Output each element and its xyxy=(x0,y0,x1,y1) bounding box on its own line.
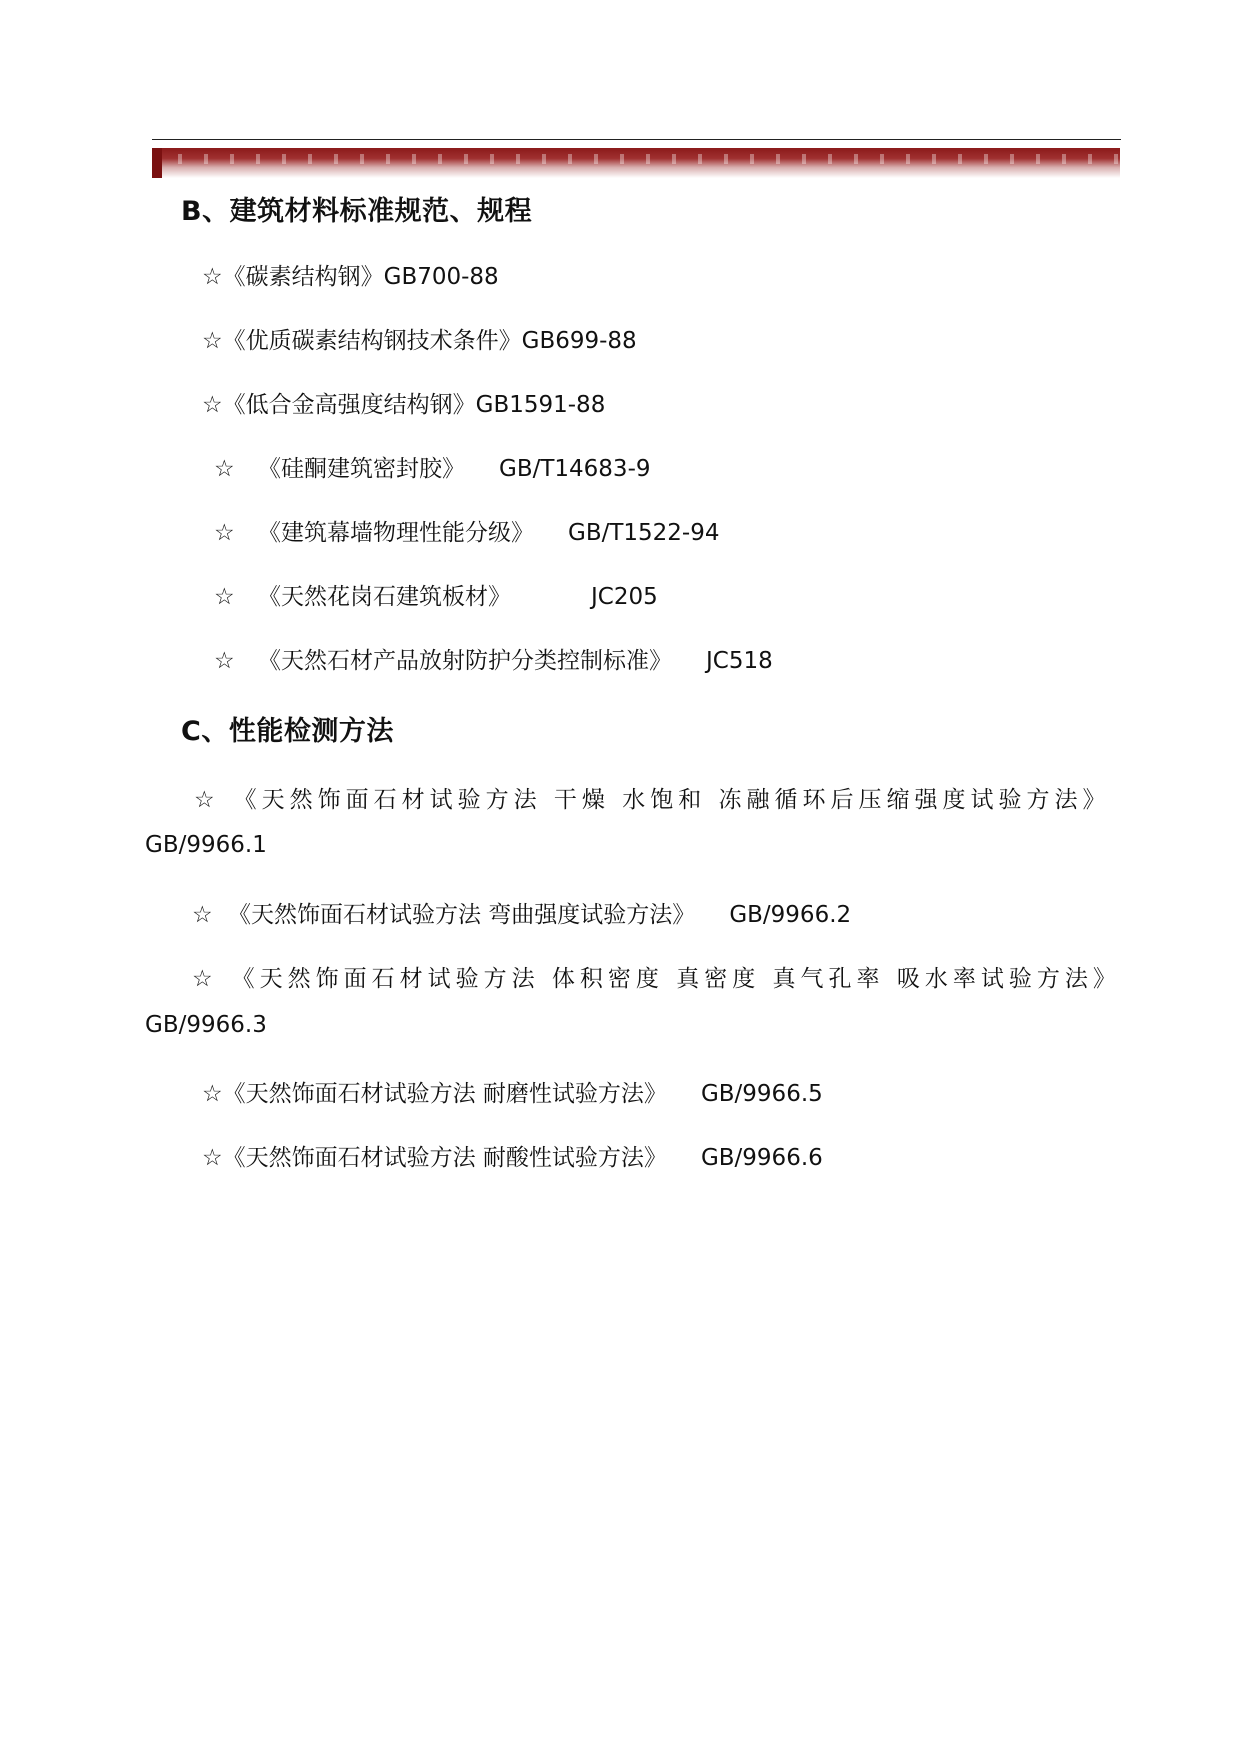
star-icon: ☆ xyxy=(194,787,220,813)
list-item xyxy=(194,781,1111,814)
star-icon: ☆ xyxy=(202,328,223,354)
standard-code: GB/9966.5 xyxy=(700,1081,823,1107)
list-item xyxy=(202,322,637,355)
star-icon: ☆ xyxy=(202,264,223,290)
list-item xyxy=(202,1139,823,1172)
list-item xyxy=(202,386,605,419)
star-icon: ☆ xyxy=(214,648,235,674)
header-rule xyxy=(152,139,1121,140)
list-item xyxy=(192,896,851,929)
star-icon: ☆ xyxy=(202,1145,223,1171)
standard-code: GB/9966.3 xyxy=(145,1012,267,1038)
standard-title: 《天然饰面石材试验方法 耐酸性试验方法》 xyxy=(222,1145,667,1171)
standard-code: GB/T14683-9 xyxy=(499,456,651,482)
list-item xyxy=(202,1075,823,1108)
standard-code: GB1591-88 xyxy=(475,392,606,418)
star-icon: ☆ xyxy=(202,1081,223,1107)
header-decorative-band xyxy=(152,148,1120,178)
standard-code: GB699-88 xyxy=(521,328,637,354)
standard-title: 《硅酮建筑密封胶》 xyxy=(258,456,465,482)
standard-title: 《碳素结构钢》 xyxy=(222,264,384,290)
standard-title: 《优质碳素结构钢技术条件》 xyxy=(222,328,522,354)
star-icon: ☆ xyxy=(214,456,235,482)
standard-code: JC518 xyxy=(706,648,773,674)
list-item xyxy=(202,258,499,291)
list-item xyxy=(214,514,720,547)
standard-title: 《天然花岗石建筑板材》 xyxy=(258,584,511,610)
standard-code: GB/9966.1 xyxy=(145,832,267,858)
list-item xyxy=(192,960,1121,993)
list-item xyxy=(214,450,651,483)
star-icon: ☆ xyxy=(214,584,235,610)
standard-code: GB/9966.6 xyxy=(700,1145,823,1171)
standard-code: GB/T1522-94 xyxy=(568,520,720,546)
list-item xyxy=(214,642,773,675)
standard-title: 《低合金高强度结构钢》 xyxy=(222,392,476,418)
star-icon: ☆ xyxy=(202,392,223,418)
section-c-heading: C、性能检测方法 xyxy=(181,716,394,747)
list-item xyxy=(214,578,658,611)
section-b-heading: B、建筑材料标准规范、规程 xyxy=(181,196,533,227)
standard-title: 《建筑幕墙物理性能分级》 xyxy=(258,520,534,546)
standard-title: 《天然石材产品放射防护分类控制标准》 xyxy=(258,648,672,674)
star-icon: ☆ xyxy=(214,520,235,546)
standard-title: 《天然饰面石材试验方法 体积密度 真密度 真气孔率 吸水率试验方法》 xyxy=(231,966,1121,992)
standard-code: JC205 xyxy=(591,584,658,610)
star-icon: ☆ xyxy=(192,902,213,928)
star-icon: ☆ xyxy=(192,966,218,992)
standard-code: GB700-88 xyxy=(383,264,499,290)
standard-title: 《天然饰面石材试验方法 干燥 水饱和 冻融循环后压缩强度试验方法》 xyxy=(233,787,1111,813)
standard-title: 《天然饰面石材试验方法 弯曲强度试验方法》 xyxy=(228,902,696,928)
standard-code: GB/9966.2 xyxy=(729,902,852,928)
standard-title: 《天然饰面石材试验方法 耐磨性试验方法》 xyxy=(222,1081,667,1107)
